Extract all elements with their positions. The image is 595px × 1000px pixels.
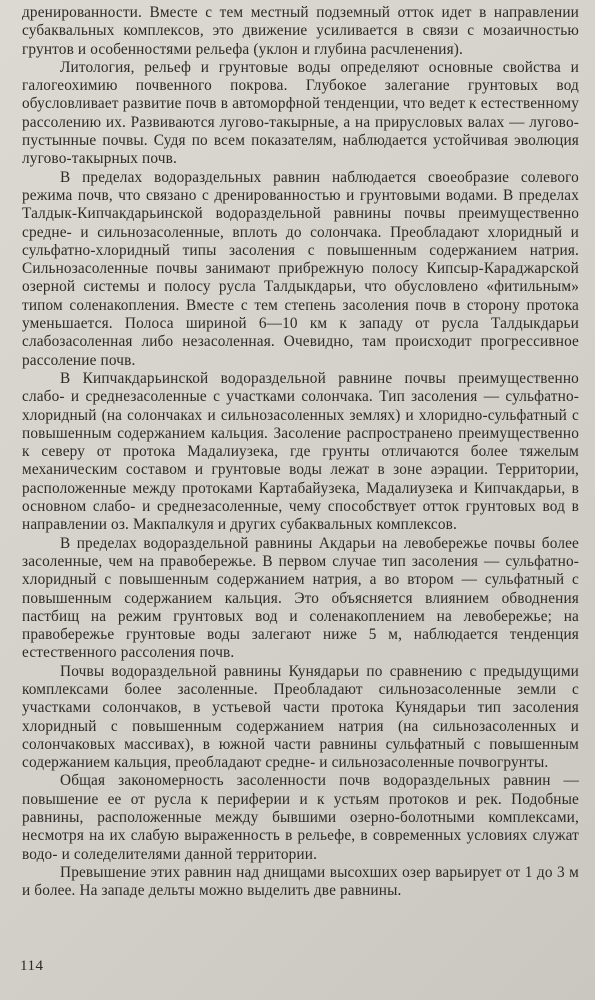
paragraph-3: В пределах водораздельных равнин наблюдается своеобразие солевого режима почв, что связано с дренированностью и грунтовыми водами. В пределах Талдык-Кипчакдарьинской водораздельной равнины почвы преимущественно средне- и сильнозасоленные, вплоть до солончака. Преобладают хлоридный и сульфатно-хлоридный типы засоления с повышенным содержанием натрия. Сильнозасоленные почвы занимают прибрежную полосу Кипсыр-Караджарской озерной системы и полосу русла Талдыкдарьи, что обусловлено «фитильным» типом соленакопления. Вместе с тем степень засоления почв в сторону протока уменьшается. Полоса шириной 6—10 км к западу от русла Талдыкдарьи слабозасоленная либо незасоленная. Очевидно, там происходит прогрессивное рассоление почв.	[22, 168, 579, 369]
paragraph-6: Почвы водораздельной равнины Кунядарьи по сравнению с предыдущими комплексами более засоленные. Преобладают сильнозасоленные земли с участками солончаков, в устьевой части протока Кунядарьи тип засоления хлоридный с повышенным содержанием натрия (на сильнозасоленных и солончаковых массивах), в южной части равнины сульфатный с повышенным содержанием кальция, преобладают средне- и сильнозасоленные почвогрунты.	[22, 662, 579, 772]
body-text	[22, 0, 579, 901]
paragraph-4: В Кипчакдарьинской водораздельной равнине почвы преимущественно слабо- и среднезасоленные с участками солончака. Тип засоления — сульфатно-хлоридный (на солончаках и сильнозасоленных землях) и хлоридно-сульфатный с повышенным содержанием кальция. Засоление распространено преимущественно к северу от протока Мадалиузека, где грунты отличаются более тяжелым механическим составом и грунтовые воды лежат в зоне аэрации. Территории, расположенные между протоками Картабайузека, Мадалиузека и Кипчакдарьи, в основном слабо- и среднезасоленные, чему способствует отток грунтовых вод в направлении оз. Макпалкуля и других субаквальных комплексов.	[22, 369, 579, 534]
paragraph-5: В пределах водораздельной равнины Акдарьи на левобережье почвы более засоленные, чем на правобережье. В первом случае тип засоления — сульфатно-хлоридный с повышенным содержанием натрия, а во втором — сульфатный с повышенным содержанием кальция. Это объясняется влиянием обводнения пастбищ на режим грунтовых вод и соленакоплением на левобережье; на правобережье грунтовые воды залегают ниже 5 м, наблюдается тенденция естественного рассоления почв.	[22, 534, 579, 662]
paragraph-8: Превышение этих равнин над днищами высохших озер варьирует от 1 до 3 м и более. На западе дельты можно выделить две равнины.	[22, 863, 579, 900]
page-number: 114	[20, 958, 44, 974]
paragraph-7: Общая закономерность засоленности почв водораздельных равнин — повышение ее от русла к периферии и к устьям протоков и рек. Подобные равнины, расположенные между бывшими озерно-болотными комплексами, несмотря на их слабую выраженность в рельефе, в современных условиях служат водо- и соледелителями данной территории.	[22, 772, 579, 863]
paragraph-1: дренированности. Вместе с тем местный подземный отток идет в направлении субаквальных комплексов, это движение усиливается в связи с мозаичностью грунтов и особенностями рельефа (уклон и глубина расчленения).	[22, 4, 579, 58]
paragraph-2: Литология, рельеф и грунтовые воды определяют основные свойства и галогеохимию почвенного покрова. Глубокое залегание грунтовых вод обусловливает развитие почв в автоморфной тенденции, что ведет к естественному рассолению их. Развиваются лугово-такырные, а на прирусловых валах — лугово-пустынные почвы. Судя по всем показателям, наблюдается устойчивая эволюция лугово-такырных почв.	[22, 58, 579, 168]
